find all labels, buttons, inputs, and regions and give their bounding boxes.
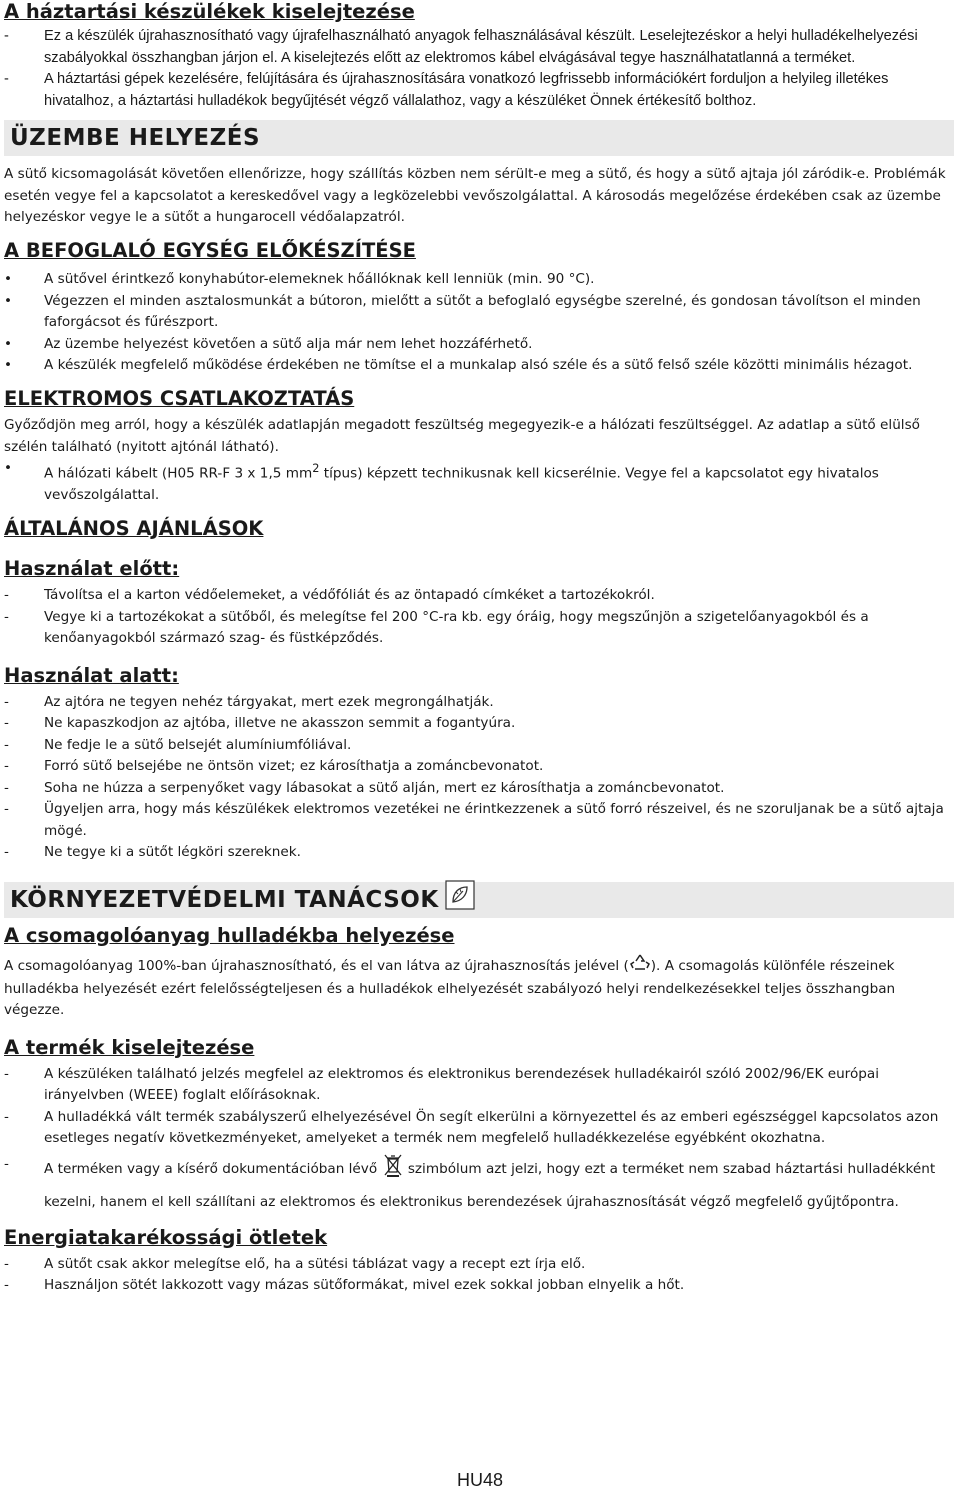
housing-section — [4, 239, 954, 377]
energy-title: Energiatakarékossági ötletek — [4, 1225, 328, 1249]
electrical-title: ELEKTROMOS CSATLAKOZTATÁS — [4, 387, 355, 410]
general-section — [4, 517, 954, 864]
list-item: - Soha ne húzza a serpenyőket vagy lábasokat a sütő alján, mert ez károsíthatja a zománcbevonatot. — [4, 779, 725, 796]
page-number: HU48 — [456, 1470, 504, 1490]
list-item: • A hálózati kábelt (H05 RR-F 3 x 1,5 $mm^2$ típus) képzett technikusnak kell kicserélnie. Vegye fel a kapcsolatot egy hivatalos vevőszolgálattal. — [4, 460, 879, 504]
before-use-title: Használat előtt: — [4, 557, 180, 580]
environment-title: KÖRNYEZETVÉDELMI TANÁCSOK — [10, 887, 439, 913]
disposal-appliances-list — [4, 26, 954, 112]
list-item: - Ügyeljen arra, hogy más készülékek elektromos vezetékei ne érintkezzenek a sütő forró részeivel, és ne szoruljanak be a sütő ajtaja mögé. — [4, 801, 944, 839]
packaging-text: A csomagolóanyag 100%-ban újrahasznosítható, és el van látva az újrahasznosítás jelével ( ). A csomagolás különféle részeinek hulladékba helyezését ezért felelősségteljesen és a hulladékok elhelyezését szabályozó helyi rendelkezésekkel teljes összhangban végezze. — [4, 953, 954, 1022]
before-use-list — [4, 585, 954, 650]
product-disposal-title: A termék kiselejtezése — [4, 1035, 255, 1059]
list-item: - A sütőt csak akkor melegítse elő, ha a sütési táblázat vagy a recept ezt írja elő. — [4, 1255, 586, 1272]
list-item: - Távolítsa el a karton védőelemeket, a védőfóliát és az öntapadó címkéket a tartozékokról. — [4, 587, 655, 603]
eco-leaf-icon — [445, 880, 475, 921]
product-disposal-list — [4, 1064, 954, 1216]
list-item: - Az ajtóra ne tegyen nehéz tárgyakat, mert ezek megrongálhatják. — [4, 693, 494, 710]
during-use-title: Használat alatt: — [4, 663, 179, 687]
list-item: - A hulladékká vált termék szabályszerű elhelyezésével Ön segít elkerülni a környezettel és az emberi egészséggel kapcsolatos azon esetleges negatív következményeket, amelyeket a termék nem megfelelő hulladékkezelése egyébként okozhatna. — [4, 1108, 939, 1146]
list-item: • Az üzembe helyezést követően a sütő alja már nem lehet hozzáférhető. — [4, 335, 533, 352]
installation-text: A sütő kicsomagolását követően ellenőrizze, hogy szállítás közben nem sérült-e meg a sütő, és hogy a sütő ajtaja jól záródik-e. Problémák esetén vegye fel a kapcsolatot a kereskedővel vagy a legközelebbi vevőszolgálattal. A károsodás megelőzése érdekében csak az üzembe helyezéskor vegye le a sütőt a hungarocell védőalapzatról. — [4, 166, 946, 225]
list-item: - Ez a készülék újrahasznosítható vagy újrafelhasználható anyagok felhasználásával készült. Leselejtezéskor a helyi hulladékelhelyezési szabályokkal összhangban járjon el. A kiselejtezés előtt az elektromos kábel elvágásával tegye használhatatlanná a terméket. — [4, 28, 918, 66]
list-item: - Ne fedje le a sütő belsejét alumíniumfóliával. — [4, 736, 352, 753]
electrical-text: Győződjön meg arról, hogy a készülék adatlapján megadott feszültség megegyezik-e a hálózati feszültséggel. Az adatlap a sütő elülső szélén található (nyitott ajtónál látható). — [4, 417, 920, 455]
disposal-appliances-title: A háztartási készülékek kiselejtezése — [4, 0, 415, 23]
installation-section — [4, 164, 954, 229]
housing-list — [4, 269, 954, 377]
list-item: - A készüléken található jelzés megfelel az elektromos és elektronikus berendezések hulladékairól szóló 2002/96/EK európai irányelvben (WEEE) foglalt előírásoknak. — [4, 1065, 880, 1103]
list-item: • A készülék megfelelő működése érdekében ne tömítse el a munkalap alsó széle és a sütő felső széle közötti minimális hézagot. — [4, 357, 913, 373]
electrical-list — [4, 458, 954, 507]
environment-section — [4, 924, 954, 1297]
recycle-icon — [629, 953, 651, 979]
list-item: - A terméken vagy a kísérő dokumentációban lévő szimbólum azt jelzi, hogy ezt a terméket nem szabad háztartási hulladékként kezelni, hanem el kell szállítani az elektromos és elektronikus berendezések újrahasznosítását végző megfelelő gyűjtőpontra. — [4, 1150, 954, 1216]
list-item: - A háztartási gépek kezelésére, felújítására és újrahasznosítására vonatkozó legfrissebb információkért forduljon a helyileg illetékes hivatalhoz, a háztartási hulladékok begyűjtését végző vállalathoz, vagy a készüléket Önnek értékesítő bolthoz. — [4, 71, 889, 109]
crossed-bin-icon — [382, 1150, 404, 1188]
packaging-title: A csomagolóanyag hulladékba helyezése — [4, 924, 455, 947]
list-item: • A sütővel érintkező konyhabútor-elemeknek hőállóknak kell lenniük (min. 90 °C). — [4, 271, 595, 287]
disposal-appliances-section — [4, 0, 954, 112]
list-item: - Használjon sötét lakkozott vagy mázas sütőformákat, mivel ezek sokkal jobban elnyelik a hőt. — [4, 1277, 685, 1293]
during-use-list — [4, 692, 954, 864]
energy-list — [4, 1254, 954, 1297]
housing-title: A BEFOGLALÓ EGYSÉG ELŐKÉSZÍTÉSE — [4, 239, 416, 262]
list-item: - Ne tegye ki a sütőt légköri szereknek. — [4, 844, 301, 860]
general-title: ÁLTALÁNOS AJÁNLÁSOK — [4, 517, 264, 540]
list-item: - Vegye ki a tartozékokat a sütőből, és melegítse fel 200 °C-ra kb. egy óráig, hogy megszűnjön a szigetelőanyagokból és a kenőanyagokból származó szag- és füstképződés. — [4, 608, 869, 646]
electrical-section — [4, 387, 954, 507]
list-item: - Ne kapaszkodjon az ajtóba, illetve ne akasszon semmit a fogantyúra. — [4, 715, 516, 731]
environment-heading — [4, 882, 954, 918]
list-item: - Forró sütő belsejébe ne öntsön vizet; ez károsíthatja a zománcbevonatot. — [4, 758, 544, 774]
list-item: • Végezzen el minden asztalosmunkát a bútoron, mielőtt a sütőt a befoglaló egységbe szerelné, és gondosan távolítson el minden faforgácsot és fűrészport. — [4, 292, 921, 330]
installation-heading: ÜZEMBE HELYEZÉS — [4, 120, 954, 156]
